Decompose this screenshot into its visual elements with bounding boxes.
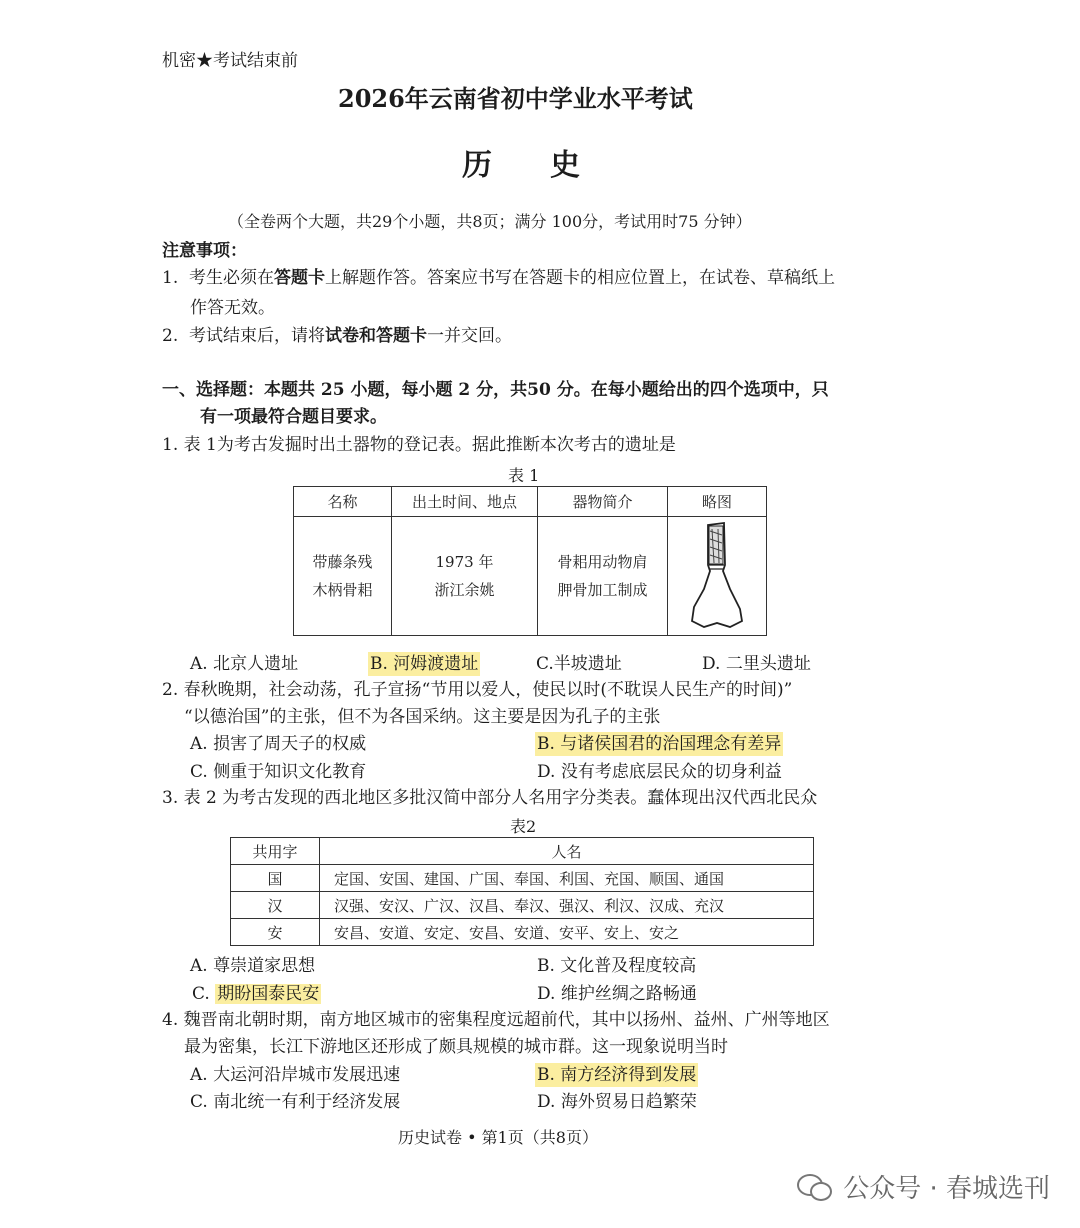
- confidential-label: 机密★考试结束前: [162, 51, 298, 71]
- table2-row3-char: 安: [231, 919, 320, 946]
- table-1: [293, 486, 767, 636]
- table1-header-desc: 器物简介: [538, 487, 668, 517]
- note-1-number: 1.: [162, 268, 179, 288]
- table2-row2-char: 汉: [231, 892, 320, 919]
- table1-name-line1: 带藤条残: [312, 553, 373, 571]
- section1-instructions-line2: 有一项最符合题目要求。: [200, 407, 387, 427]
- q3-option-c[interactable]: C. 期盼国泰民安: [192, 984, 320, 1004]
- q4-option-a[interactable]: A. 大运河沿岸城市发展迅速: [190, 1065, 401, 1085]
- note-1: [162, 266, 835, 290]
- table1-cell-name: [294, 517, 392, 636]
- note-1-answer-card: 答题卡: [274, 268, 326, 288]
- q1-option-b[interactable]: B. 河姆渡遗址: [370, 654, 479, 674]
- note-2-text-c: 一并交回。: [427, 326, 513, 346]
- page-footer: 历史试卷 • 第1页（共8页）: [398, 1128, 598, 1147]
- table2-row2-names: 汉强、安汉、广汉、汉昌、奉汉、强汉、利汉、汉成、充汉: [320, 892, 814, 919]
- table-2: [230, 837, 814, 946]
- table1-header-name: 名称: [294, 487, 392, 517]
- table1-name-line2: 木柄骨耜: [312, 581, 373, 599]
- q2-stem-line2: “以德治国”的主张，但不为各国采纳。这主要是因为孔子的主张: [184, 707, 661, 727]
- note-2-text-a: 考试结束后，请将: [189, 326, 326, 346]
- watermark-text: 公众号 · 春城选刊: [843, 1174, 1050, 1204]
- note-1-text-c: 上解题作答。答案应书写在答题卡的相应位置上，在试卷、草稿纸上: [325, 268, 836, 288]
- table2-header-char: 共用字: [231, 838, 320, 865]
- table1-desc-line2: 胛骨加工制成: [557, 581, 648, 599]
- table2-row1-names: 定国、安国、建国、广国、奉国、利国、充国、顺国、通国: [320, 865, 814, 892]
- note-2-papers: 试卷和答题卡: [325, 326, 428, 346]
- table2-row3-names: 安昌、安道、安定、安昌、安道、安平、安上、安之: [320, 919, 814, 946]
- bone-spade-sketch-icon: [672, 517, 762, 631]
- q4-stem-line2: 最为密集，长江下游地区还形成了颇具规模的城市群。这一现象说明当时: [184, 1037, 728, 1057]
- note-1-line2: 作答无效。: [190, 298, 275, 318]
- q4-option-b[interactable]: B. 南方经济得到发展: [537, 1065, 697, 1085]
- q2-stem-line1: 2. 春秋晚期，社会动荡，孔子宣扬“节用以爱人，使民以时(不耽误人民生产的时间)”: [162, 680, 793, 700]
- table1-time-line2: 浙江余姚: [434, 581, 495, 599]
- wechat-icon: [797, 1174, 831, 1200]
- table1-header-sketch: 略图: [668, 487, 767, 517]
- notes-heading: 注意事项：: [162, 241, 247, 261]
- q1-option-d[interactable]: D. 二里头遗址: [702, 654, 811, 674]
- table1-time-line1: 1973 年: [435, 553, 494, 571]
- q2-option-d[interactable]: D. 没有考虑底层民众的切身利益: [537, 762, 782, 782]
- q1-option-c[interactable]: C.半坡遗址: [536, 654, 622, 674]
- table1-desc-line1: 骨耜用动物肩: [557, 553, 648, 571]
- note-2-number: 2.: [162, 326, 179, 346]
- exam-info: （全卷两个大题，共29个小题，共8页；满分 100分，考试用时75 分钟）: [228, 212, 752, 231]
- q3-stem: 3. 表 2 为考古发现的西北地区多批汉简中部分人名用字分类表。蠢体现出汉代西北民众: [162, 788, 818, 808]
- table2-caption: 表2: [510, 817, 537, 836]
- section1-instructions: 一、选择题：本题共 25 小题，每小题 2 分，共50 分。在每小题给出的四个选项中，只: [162, 380, 829, 400]
- table2-row1-char: 国: [231, 865, 320, 892]
- q2-option-c[interactable]: C. 侧重于知识文化教育: [190, 762, 367, 782]
- table1-caption: 表 1: [508, 466, 540, 485]
- q3-option-b[interactable]: B. 文化普及程度较高: [537, 956, 697, 976]
- table1-header-time: 出土时间、地点: [392, 487, 538, 517]
- q1-stem: 1. 表 1为考古发掘时出土器物的登记表。据此推断本次考古的遗址是: [162, 435, 676, 455]
- q4-stem-line1: 4. 魏晋南北朝时期，南方地区城市的密集程度远超前代，其中以扬州、益州、广州等地区: [162, 1010, 830, 1030]
- table1-cell-sketch: [668, 517, 767, 636]
- table1-cell-time: [392, 517, 538, 636]
- exam-title: 2026年云南省初中学业水平考试: [338, 84, 693, 113]
- q3-option-d[interactable]: D. 维护丝绸之路畅通: [537, 984, 697, 1004]
- q3-option-a[interactable]: A. 尊崇道家思想: [190, 956, 316, 976]
- q4-option-c[interactable]: C. 南北统一有利于经济发展: [190, 1092, 401, 1112]
- note-1-text-a: 考生必须在: [189, 268, 275, 288]
- q2-option-a[interactable]: A. 损害了周天子的权威: [190, 734, 367, 754]
- q1-option-a[interactable]: A. 北京人遗址: [190, 654, 299, 674]
- watermark: [797, 1168, 1050, 1205]
- table1-cell-desc: [538, 517, 668, 636]
- q2-option-b[interactable]: B. 与诸侯国君的治国理念有差异: [537, 734, 782, 754]
- note-2: [162, 324, 512, 348]
- table2-header-names: 人名: [320, 838, 814, 865]
- subject-title: 历 史: [462, 148, 594, 183]
- q4-option-d[interactable]: D. 海外贸易日趋繁荣: [537, 1092, 697, 1112]
